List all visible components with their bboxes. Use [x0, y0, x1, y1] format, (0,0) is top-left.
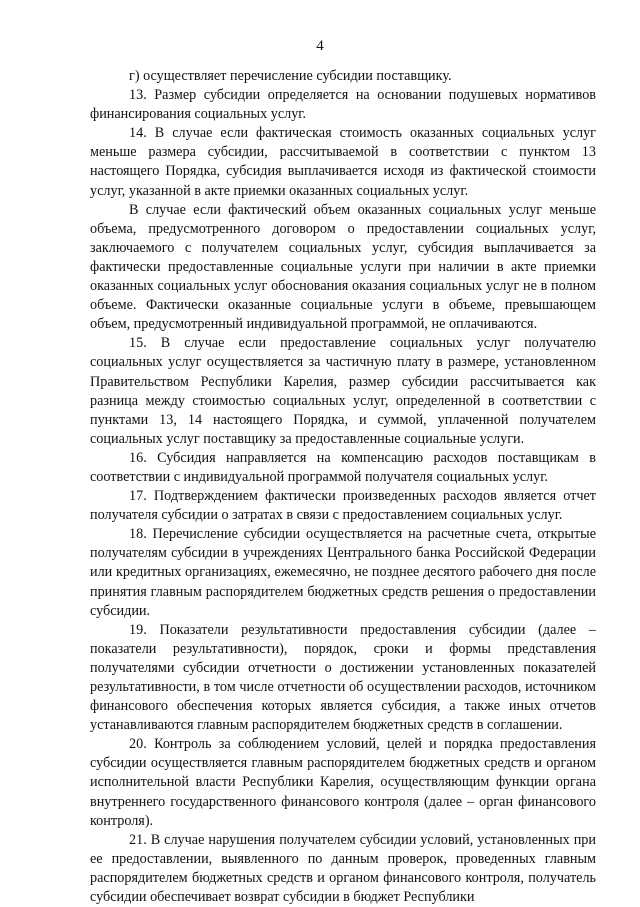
paragraph: 17. Подтверждением фактически произведенных расходов является отчет получателя субсидии о затратах в связи с предоставлением социальных услуг.	[90, 488, 596, 524]
paragraph: 15. В случае если предоставление социальных услуг получателю социальных услуг осуществляется за частичную плату в размере, установленном Правительством Республики Карелия, размер субсидии рассчитывается как разница между стоимостью социальных услуг, определенной в соответствии с пунктами 13, 14 настоящего Порядка, и суммой, уплаченной получателем социальных услуг поставщику за предоставленные социальные услуги.	[90, 335, 596, 447]
paragraph: В случае если фактический объем оказанных социальных услуг меньше объема, предусмотренного договором о предоставлении социальных услуг, заключаемого с получателем социальных услуг, субсидия выплачивается за фактически предоставленные социальные услуги при наличии в акте приемки оказанных социальных услуг обоснования оказания социальных услуг не в полном объеме. Фактически оказанные социальные услуги в объеме, превышающем объем, предусмотренный индивидуальной программой, не оплачиваются.	[90, 201, 596, 333]
paragraph: 20. Контроль за соблюдением условий, целей и порядка предоставления субсидии осуществляется главным распорядителем бюджетных средств и органом исполнительной власти Республики Карелия, осуществляющим функции органа внутреннего государственного финансового контроля (далее – орган финансового контроля).	[90, 736, 596, 829]
paragraph: 21. В случае нарушения получателем субсидии условий, установленных при ее предоставлении, выявленного по данным проверок, проведенных главным распорядителем бюджетных средств и органом финансового контроля, получатель субсидии обеспечивает возврат субсидии в бюджет Республики	[90, 831, 596, 906]
paragraph: 13. Размер субсидии определяется на основании подушевых нормативов финансирования социальных услуг.	[90, 87, 596, 123]
page-number: 4	[316, 38, 324, 54]
paragraph: 19. Показатели результативности предоставления субсидии (далее – показатели результативности), порядок, сроки и формы представления получателями субсидии отчетности о достижении установленных показателей результативности, в том числе отчетности об осуществлении расходов, источником финансового обеспечения которых является субсидия, а также иных отчетов устанавливаются главным распорядителем бюджетных средств в соглашении.	[90, 621, 596, 734]
paragraph: г) осуществляет перечисление субсидии поставщику.	[129, 68, 452, 84]
paragraph: 18. Перечисление субсидии осуществляется на расчетные счета, открытые получателям субсидии в учреждениях Центрального банка Российской Федерации или кредитных организациях, ежемесячно, не позднее десятого рабочего дня после принятия главным распорядителем бюджетных средств решения о предоставлении субсидии.	[90, 526, 596, 619]
paragraph: 16. Субсидия направляется на компенсацию расходов поставщикам в соответствии с индивидуальной программой получателя социальных услуг.	[90, 449, 596, 485]
document-body	[90, 67, 596, 907]
paragraph: 14. В случае если фактическая стоимость оказанных социальных услуг меньше размера субсидии, рассчитываемой в соответствии с пунктом 13 настоящего Порядка, субсидия выплачивается исходя из фактической стоимости услуг, указанной в акте приемки оказанных социальных услуг.	[90, 125, 596, 199]
